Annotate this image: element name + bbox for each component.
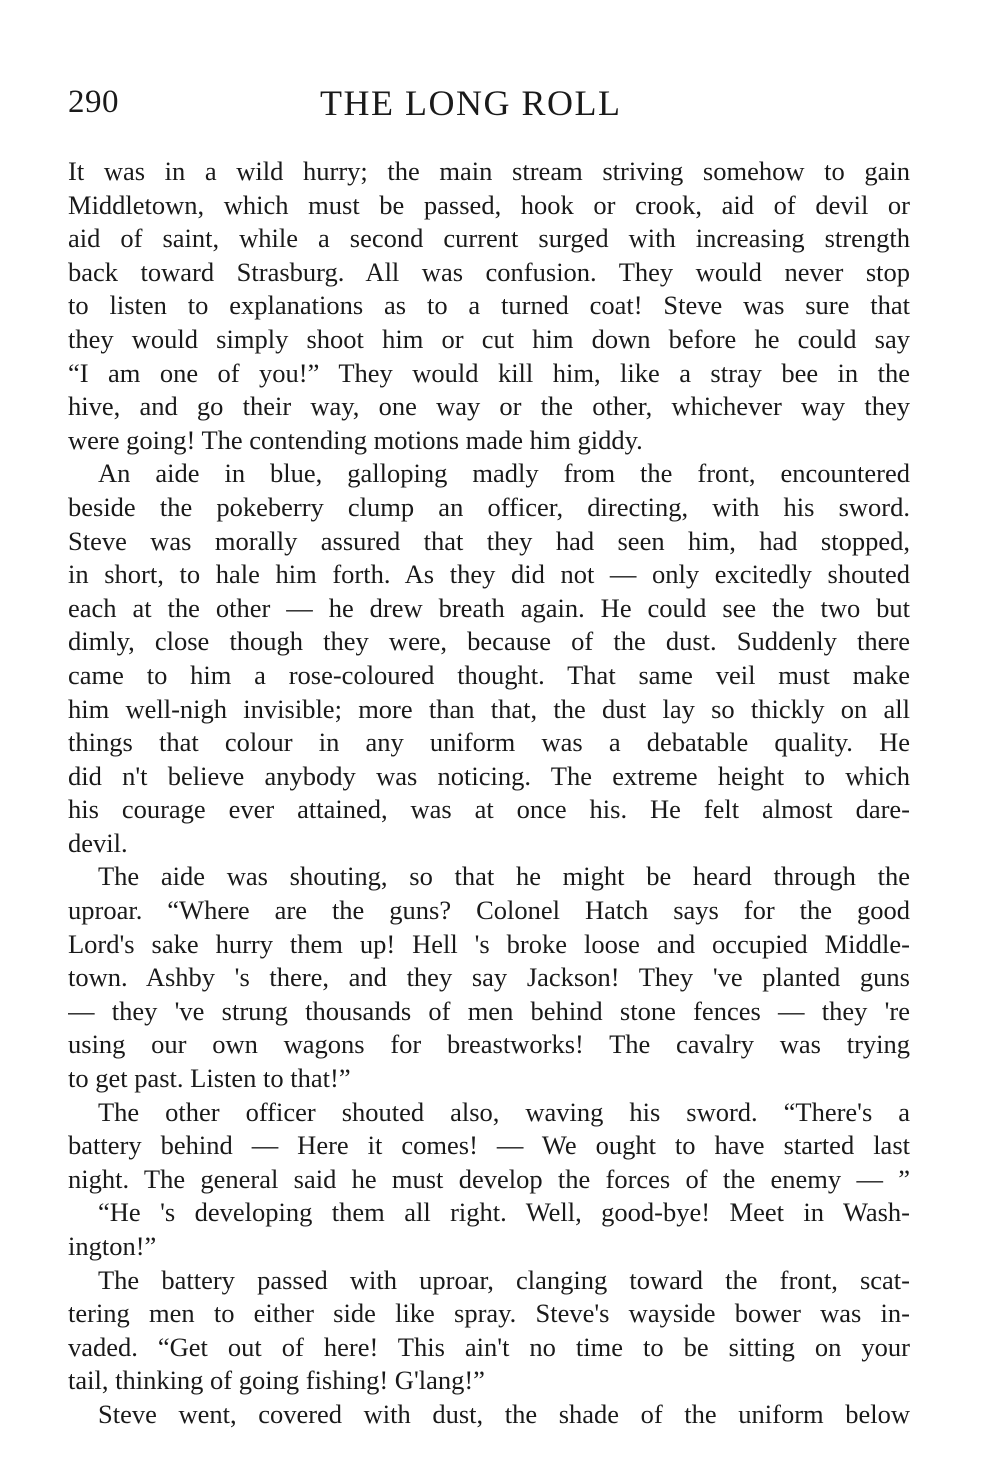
body-text — [68, 155, 910, 1432]
text-line: Middletown, which must be passed, hook or crook, aid of devil or — [68, 189, 910, 220]
text-line: battery behind — Here it comes! — We ought to have started last — [68, 1130, 910, 1161]
text-line: to listen to explanations as to a turned coat! Steve was sure that — [68, 290, 910, 321]
text-line: tering men to either side like spray. Steve's wayside bower was in- — [68, 1298, 910, 1329]
text-line: to get past. Listen to that!” — [68, 1063, 351, 1094]
text-line: — they 've strung thousands of men behind stone fences — they 're — [68, 995, 910, 1026]
text-line: did n't believe anybody was noticing. The extreme height to which — [68, 760, 910, 791]
page-header — [68, 82, 910, 130]
text-line: It was in a wild hurry; the main stream striving somehow to gain — [68, 156, 910, 186]
text-line: The aide was shouting, so that he might be heard through the — [98, 861, 910, 892]
text-line: aid of saint, while a second current surged with increasing strength — [68, 223, 910, 254]
text-line: An aide in blue, galloping madly from the front, encountered — [98, 458, 910, 489]
text-line: ington!” — [68, 1231, 157, 1261]
text-line: The other officer shouted also, waving his sword. “There's a — [98, 1096, 910, 1127]
text-line: dimly, close though they were, because of the dust. Suddenly there — [68, 626, 910, 657]
text-line: “I am one of you!” They would kill him, like a stray bee in the — [68, 357, 910, 388]
text-line: The battery passed with uproar, clanging toward the front, scat- — [98, 1264, 910, 1295]
text-line: him well-nigh invisible; more than that, the dust lay so thickly on all — [68, 693, 910, 724]
text-line: devil. — [68, 827, 128, 858]
text-line: Steve went, covered with dust, the shade of the uniform below — [98, 1398, 910, 1429]
text-line: using our own wagons for breastworks! The cavalry was trying — [68, 1029, 910, 1060]
text-line: Steve was morally assured that they had seen him, had stopped, — [68, 525, 910, 556]
text-line: his courage ever attained, was at once his. He felt almost dare- — [68, 794, 910, 825]
text-line: tail, thinking of going fishing! G'lang!” — [68, 1365, 485, 1396]
page-number: 290 — [68, 84, 119, 120]
text-line: back toward Strasburg. All was confusion. They would never stop — [68, 256, 910, 287]
text-line: “He 's developing them all right. Well, good-bye! Meet in Wash- — [98, 1197, 910, 1228]
text-line: night. The general said he must develop the forces of the enemy — ” — [68, 1163, 910, 1194]
text-line: came to him a rose-coloured thought. That same veil must make — [68, 659, 910, 690]
text-line: they would simply shoot him or cut him down before he could say — [68, 323, 910, 354]
text-line: uproar. “Where are the guns? Colonel Hatch says for the good — [68, 895, 910, 926]
text-line: town. Ashby 's there, and they say Jackson! They 've planted guns — [68, 962, 910, 993]
text-line: vaded. “Get out of here! This ain't no time to be sitting on your — [68, 1331, 910, 1362]
text-line: hive, and go their way, one way or the other, whichever way they — [68, 391, 910, 422]
text-line: were going! The contending motions made him giddy. — [68, 424, 643, 455]
text-line: Lord's sake hurry them up! Hell 's broke loose and occupied Middle- — [68, 928, 910, 959]
text-line: in short, to hale him forth. As they did not — only excitedly shouted — [68, 559, 910, 590]
text-line: beside the pokeberry clump an officer, directing, with his sword. — [68, 491, 910, 522]
running-title: THE LONG ROLL — [320, 83, 622, 123]
text-line: things that colour in any uniform was a debatable quality. He — [68, 727, 910, 758]
text-line: each at the other — he drew breath again. He could see the two but — [68, 592, 910, 623]
